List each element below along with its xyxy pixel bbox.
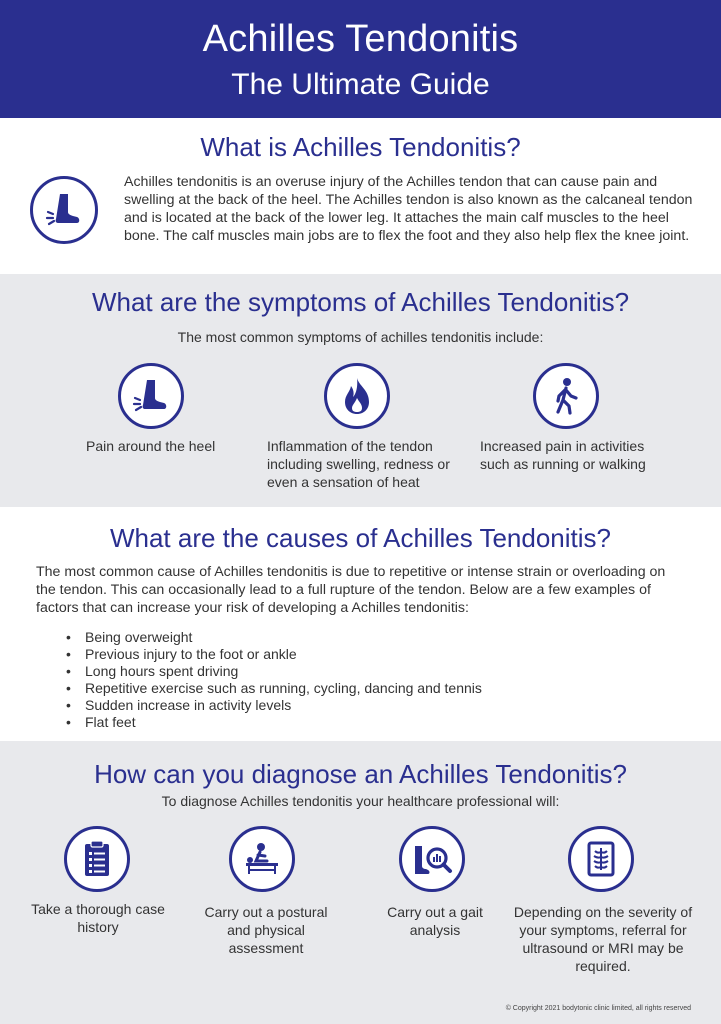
causes-heading: What are the causes of Achilles Tendonitis?	[109, 523, 612, 553]
diagnose-intro: To diagnose Achilles tendonitis your healthcare professional will:	[161, 793, 560, 809]
symptom-caption-inflammation: Inflammation of the tendon including swelling, redness or even a sensation of heat	[267, 438, 450, 490]
list-item: • Previous injury to the foot or ankle	[64, 646, 482, 663]
list-item: • Flat feet	[64, 714, 482, 731]
page-title: Achilles Tendonitis	[202, 18, 519, 60]
causes-text: The most common cause of Achilles tendonitis is due to repetitive or intense strain or overloading on the tendon. This can occasionally lead to a full rupture of the tendon. Below are a few examples of factors that can increase your risk of developing a Achilles tendonitis:	[36, 564, 666, 616]
symptom-caption-activity: Increased pain in activities such as running or walking	[480, 438, 646, 472]
massage-table-icon	[229, 826, 295, 892]
what-is-heading: What is Achilles Tendonitis?	[200, 132, 521, 162]
list-item: • Repetitive exercise such as running, cycling, dancing and tennis	[64, 680, 482, 697]
foot-pain-icon	[30, 176, 98, 244]
causes-list	[64, 629, 482, 731]
list-item: • Long hours spent driving	[64, 663, 482, 680]
list-item: • Being overweight	[64, 629, 482, 646]
diagnose-caption-gait: Carry out a gait analysis	[387, 904, 483, 938]
symptom-caption-heel: Pain around the heel	[86, 438, 216, 454]
clipboard-icon	[64, 826, 130, 892]
symptoms-heading: What are the symptoms of Achilles Tendonitis?	[91, 287, 630, 317]
list-item: • Sudden increase in activity levels	[64, 697, 482, 714]
what-is-text: Achilles tendonitis is an overuse injury of the Achilles tendon that can cause pain and swelling at the back of the heel. The Achilles tendon is also known as the calcaneal tendon and is located at the back of the lower leg. It attaches the main calf muscles to the heel bone. The calf muscles main jobs are to flex the foot and they also help flex the knee joint.	[124, 174, 693, 244]
xray-icon	[568, 826, 634, 892]
diagnose-heading: How can you diagnose an Achilles Tendonitis?	[94, 759, 627, 789]
diagnose-caption-assessment: Carry out a postural and physical assessment	[204, 904, 328, 956]
copyright-notice: © Copyright 2021 bodytonic clinic limited, all rights reserved	[505, 1005, 691, 1012]
header-banner	[0, 0, 721, 118]
diagnose-caption-referral: Depending on the severity of your symptoms, referral for ultrasound or MRI may be required.	[513, 904, 693, 974]
diagnose-caption-history: Take a thorough case history	[31, 901, 165, 935]
foot-pain-icon	[118, 363, 184, 429]
symptoms-intro: The most common symptoms of achilles tendonitis include:	[177, 329, 544, 345]
flame-icon	[324, 363, 390, 429]
page-subtitle: The Ultimate Guide	[231, 68, 490, 101]
foot-magnifier-icon	[399, 826, 465, 892]
walking-person-icon	[533, 363, 599, 429]
